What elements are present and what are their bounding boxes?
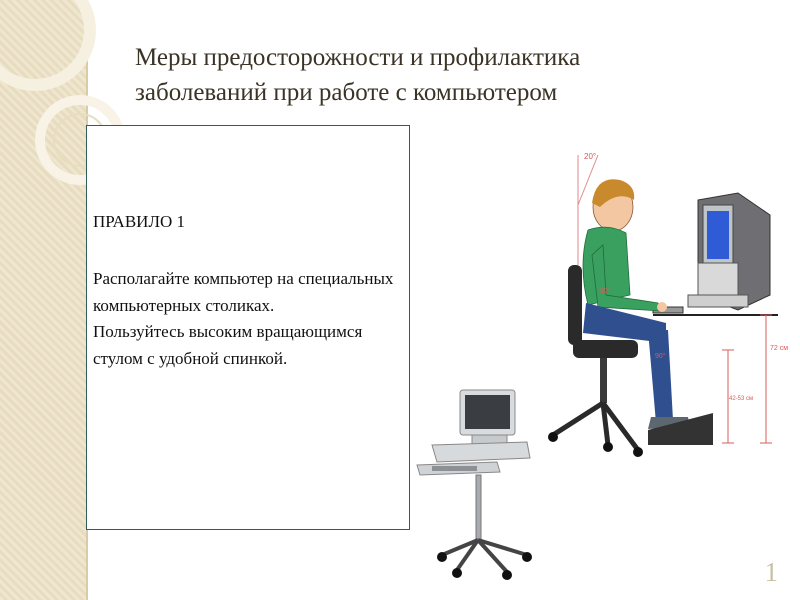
table-height-label: 72 см [770,345,789,352]
monitor-icon [688,193,770,310]
rule-body [93,266,405,372]
rule-paragraph-2: Пользуйтесь высоким вращающимся стулом с удобной спинкой. [93,322,363,368]
seated-user-illustration-icon [548,145,800,465]
slide-title-line1: Меры предосторожности и профилактика [135,44,581,71]
person-icon [583,179,690,429]
slide-title-line2: заболеваний при работе с компьютером [135,79,558,106]
rule-heading: ПРАВИЛО 1 [93,212,186,231]
seat-height-label: 42-53 см [729,396,754,402]
rule-text-box [86,125,410,530]
rule-paragraph-1: Располагайте компьютер на специальных компьютерных столиках. [93,269,394,315]
angle-knee-label: 90° [655,353,666,360]
computer-workstation-illustration-icon [412,380,542,585]
page-number: 1 [764,557,778,587]
angle-head-label: 20° [584,152,597,161]
slide-title [135,40,735,110]
angle-elbow-label: 90° [600,288,611,295]
